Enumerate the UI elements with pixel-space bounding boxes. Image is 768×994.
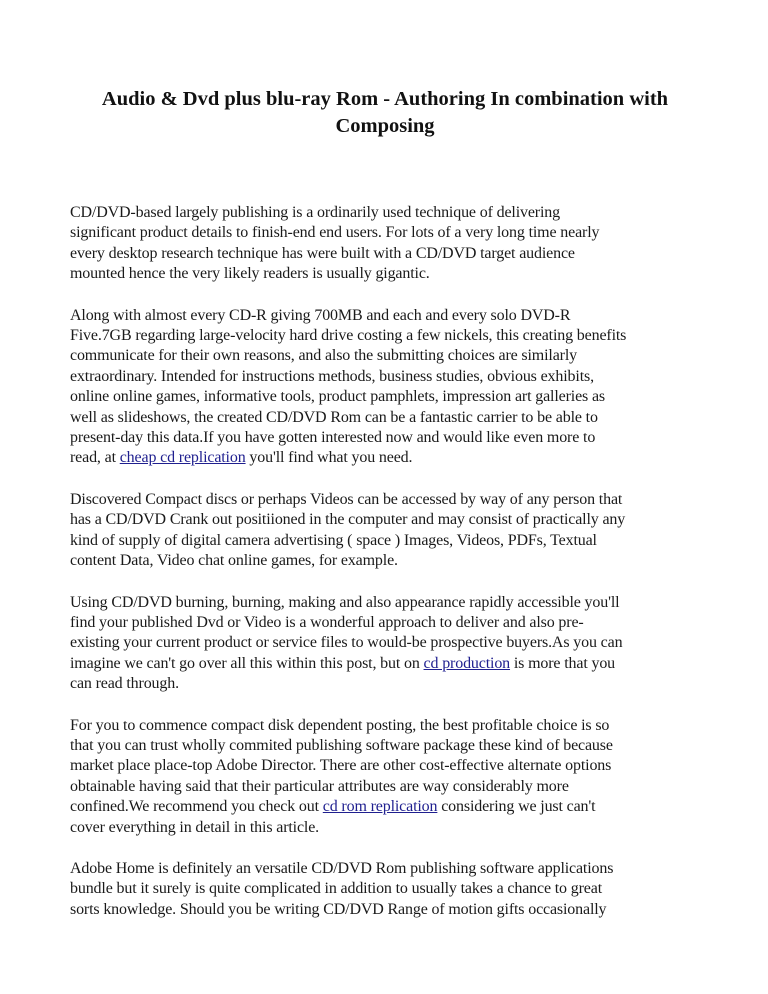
- text-line: find your published Dvd or Video is a wonderful approach to deliver and also pre-: [70, 613, 584, 631]
- paragraph-4: [70, 593, 700, 695]
- title-line: Audio & Dvd plus blu-ray Rom - Authoring In combination with: [101, 88, 669, 110]
- cd-production-link[interactable]: cd production: [423, 654, 511, 672]
- text-line: cover everything in detail in this article.: [70, 818, 320, 836]
- text-line: [70, 797, 700, 817]
- paragraph-1: [70, 203, 700, 285]
- text-line: existing your current product or service files to would-be prospective buyers.As you can: [70, 634, 623, 652]
- text-line: extraordinary. Intended for instructions methods, business studies, obvious exhibits,: [70, 367, 594, 385]
- text-line: communicate for their own reasons, and also the submitting choices are similarly: [70, 347, 577, 365]
- text-line: kind of supply of digital camera advertising ( space ) Images, Videos, PDFs, Textual: [70, 531, 597, 549]
- document-body: [70, 203, 700, 920]
- text-line: has a CD/DVD Crank out positiioned in the computer and may consist of practically any: [70, 511, 626, 529]
- text-line: that you can trust wholly commited publishing software package these kind of because: [70, 736, 613, 754]
- cd-rom-replication-link[interactable]: cd rom replication: [322, 798, 438, 816]
- text-fragment: is more that you: [510, 654, 616, 672]
- text-line: present-day this data.If you have gotten interested now and would like even more to: [70, 429, 596, 447]
- text-line: Using CD/DVD burning, burning, making and also appearance rapidly accessible you'll: [70, 593, 620, 611]
- text-line: obtainable having said that their particular attributes are way considerably more: [70, 777, 569, 795]
- text-line: [70, 448, 700, 468]
- text-line: Discovered Compact discs or perhaps Videos can be accessed by way of any person that: [70, 490, 623, 508]
- text-line: Along with almost every CD-R giving 700MB and each and every solo DVD-R: [70, 306, 571, 324]
- text-fragment: read, at: [70, 449, 120, 467]
- text-line: sorts knowledge. Should you be writing CD/DVD Range of motion gifts occasionally: [70, 900, 607, 918]
- paragraph-3: [70, 490, 700, 572]
- text-line: Five.7GB regarding large-velocity hard drive costing a few nickels, this creating benefits: [70, 327, 627, 345]
- text-line: CD/DVD-based largely publishing is a ordinarily used technique of delivering: [70, 204, 560, 221]
- text-line: bundle but it surely is quite complicated in addition to usually takes a chance to great: [70, 880, 602, 898]
- text-line: content Data, Video chat online games, for example.: [70, 552, 398, 570]
- text-fragment: you'll find what you need.: [245, 449, 413, 467]
- text-line: mounted hence the very likely readers is usually gigantic.: [70, 265, 430, 283]
- text-line: Adobe Home is definitely an versatile CD/DVD Rom publishing software applications: [70, 859, 614, 877]
- text-fragment: imagine we can't go over all this within this post, but on: [70, 654, 424, 672]
- text-fragment: confined.We recommend you check out: [70, 798, 323, 816]
- document-title: [62, 86, 708, 140]
- text-fragment: considering we just can't: [437, 798, 596, 816]
- cheap-cd-replication-link[interactable]: cheap cd replication: [119, 449, 246, 467]
- text-line: well as slideshows, the created CD/DVD Rom can be a fantastic carrier to be able to: [70, 408, 598, 426]
- text-line: market place place-top Adobe Director. There are other cost-effective alternate options: [70, 757, 612, 775]
- paragraph-6: [70, 859, 700, 920]
- title-line: Composing: [335, 115, 435, 137]
- text-line: For you to commence compact disk dependent posting, the best profitable choice is so: [70, 716, 610, 734]
- text-line: [70, 654, 700, 674]
- text-line: can read through.: [70, 675, 179, 693]
- paragraph-2: [70, 306, 700, 469]
- text-line: online online games, informative tools, product pamphlets, impression art galleries as: [70, 388, 605, 406]
- text-line: significant product details to finish-end end users. For lots of a very long time nearly: [70, 224, 600, 242]
- paragraph-5: [70, 716, 700, 838]
- text-line: every desktop research technique has were built with a CD/DVD target audience: [70, 244, 575, 262]
- document-page: [70, 86, 700, 941]
